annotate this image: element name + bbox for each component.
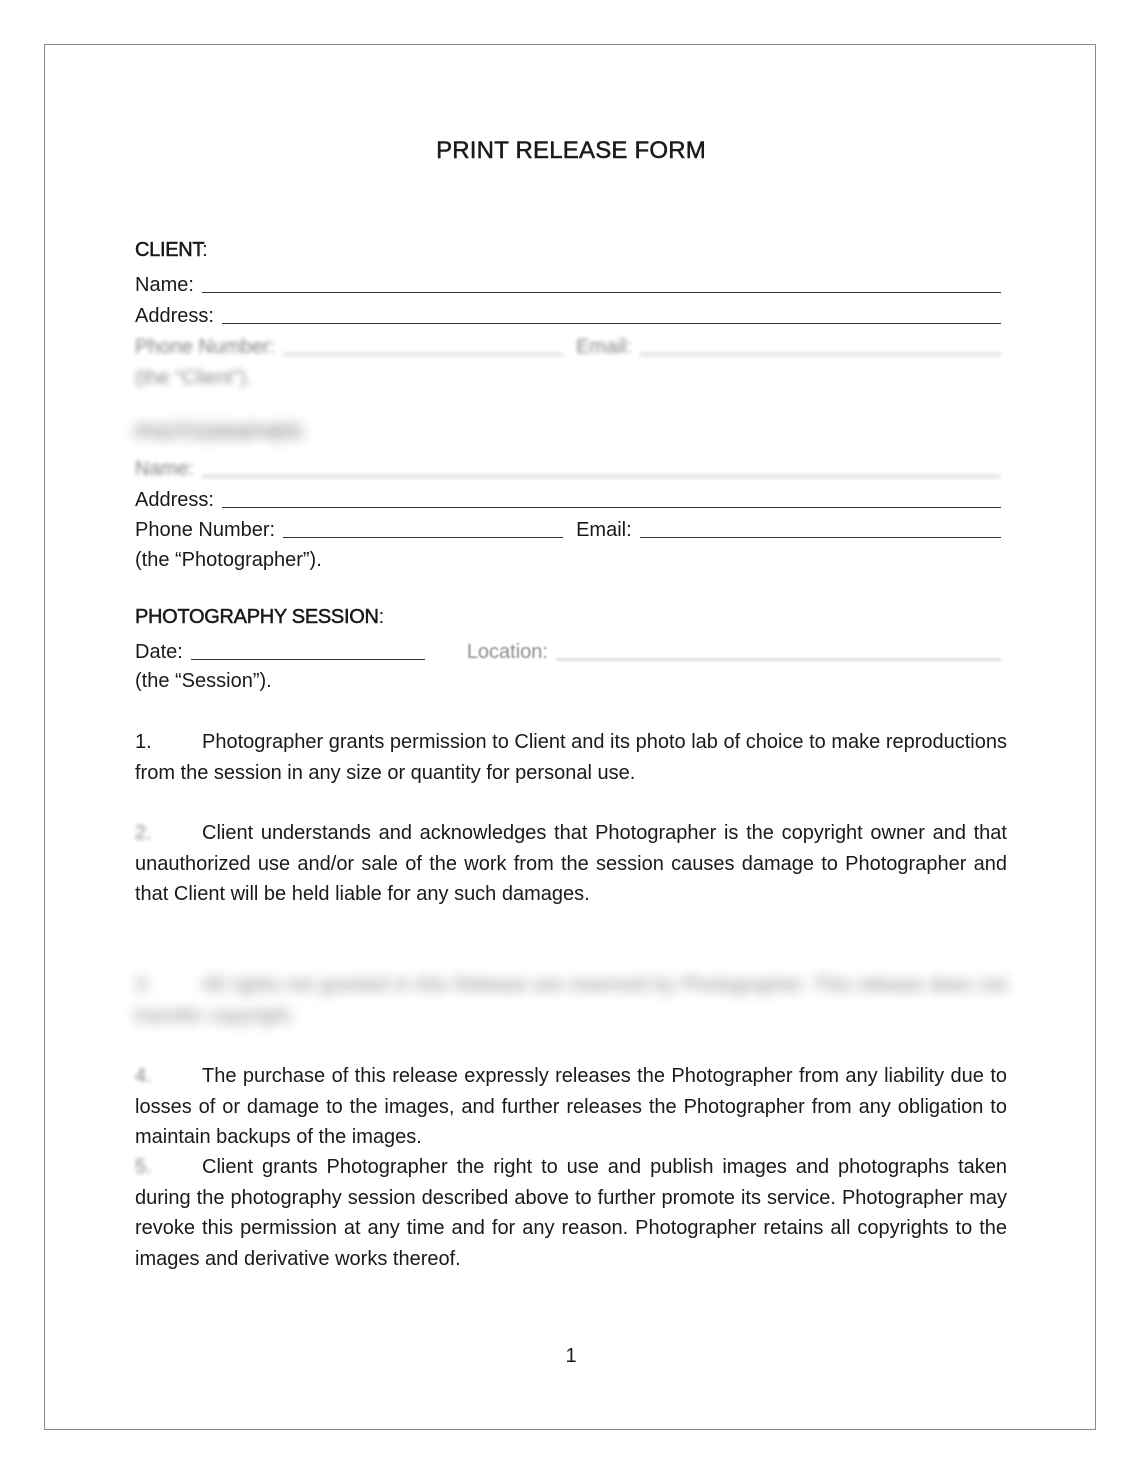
photographer-contact-row [135,512,1001,542]
clause-3 [135,970,1007,1031]
client-name-field[interactable] [135,267,1001,297]
client-address-field[interactable] [135,298,1001,328]
client-name-blank[interactable] [202,272,1001,293]
clause-1 [135,727,1007,788]
photographer-phone-label: Phone Number: [135,519,276,541]
clause-5 [135,1152,1007,1274]
session-details-row [135,634,1001,664]
photographer-address-field[interactable] [135,482,1001,512]
photographer-email-label: Email: [576,519,632,541]
client-address-label: Address: [135,305,214,327]
photographer-name-blank[interactable] [202,456,1001,477]
clause-number: 2. [135,822,152,844]
photographer-heading-colon: : [301,422,307,444]
clause-text: Client understands and acknowledges that Photographer is the copyright owner and that unauthorized use and/or sale of the work from the session causes damage to Photographer and that Client will be held liable for any such damages. [135,822,1007,905]
clause-number: 1. [135,731,152,753]
clause-text: Client grants Photographer the right to use and publish images and photographs taken during the photography session described above to further promote its service. Photographer may revoke this permission at any time and for any reason. Photographer retains all copyrights to the images and derivative works thereof. [135,1156,1007,1270]
session-location-blank[interactable] [556,639,1001,660]
session-heading-text: PHOTOGRAPHY SESSION [135,606,379,628]
clause-text: The purchase of this release expressly releases the Photographer from any liability due to losses of or damage to the images, and further releases the Photographer from any obligation to maintain backups of the images. [135,1065,1007,1148]
client-address-blank[interactable] [222,303,1001,324]
session-heading [135,606,384,629]
clause-text: Photographer grants permission to Client and its photo lab of choice to make reproductions from the session in any size or quantity for personal use. [135,731,1007,784]
photographer-heading-text: PHOTOGRAPHER [135,422,302,444]
clause-number: 4. [135,1065,152,1087]
client-defined-as: (the “Client”). [135,367,252,389]
client-heading-text: CLIENT [135,239,203,261]
session-defined-as: (the “Session”). [135,670,272,692]
clause-number: 5. [135,1156,152,1178]
clause-number: 3. [135,974,152,996]
client-email-blank[interactable] [640,334,1001,355]
clause-text: All rights not granted in this Release are reserved by Photographer. This release does not transfer copyright. [135,974,1007,1027]
document-title: PRINT RELEASE FORM [436,137,706,164]
photographer-defined-as: (the “Photographer”). [135,549,322,571]
session-date-blank[interactable] [191,639,425,660]
clause-2 [135,818,1007,910]
photographer-phone-blank[interactable] [283,517,563,538]
client-heading-colon: : [202,239,208,261]
client-phone-blank[interactable] [283,334,563,355]
photographer-address-blank[interactable] [222,487,1001,508]
client-phone-label: Phone Number: [135,336,276,358]
photographer-heading [135,422,306,445]
client-email-label: Email: [576,336,632,358]
clause-4 [135,1061,1007,1153]
session-location-label: Location: [466,641,548,663]
photographer-name-field[interactable] [135,451,1001,481]
client-heading [135,239,207,262]
session-date-label: Date: [135,641,183,663]
session-heading-colon: : [378,606,384,628]
page-number: 1 [565,1345,577,1367]
photographer-email-blank[interactable] [640,517,1001,538]
client-contact-row [135,329,1001,359]
photographer-address-label: Address: [135,489,214,511]
client-name-label: Name: [135,274,194,296]
document-page [44,44,1096,1430]
photographer-name-label: Name: [135,458,194,480]
